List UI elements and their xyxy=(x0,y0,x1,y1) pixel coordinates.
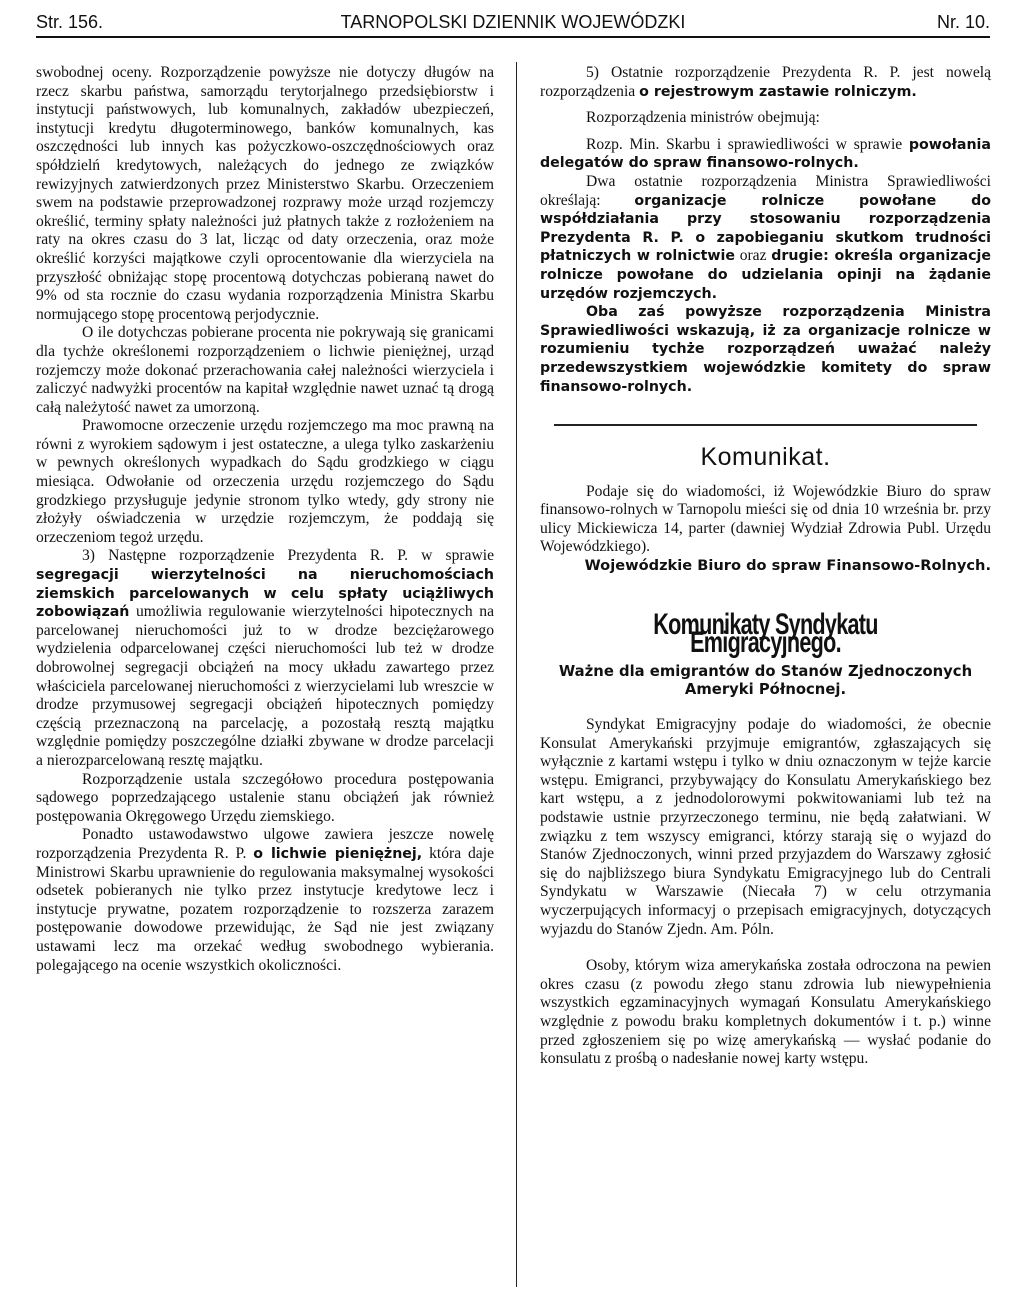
bold-committees: Oba zaś powyższe rozporządzenia Ministra Sprawiedliwości wskazują, iż za organizacje rolnicze w rozumieniu tychże rozporządzeń uważać należy przedewszystkiem wojewódzkie komitety do spraw finansowo-rolnych. xyxy=(540,304,991,395)
left-column xyxy=(36,64,494,975)
bureau-signature: Wojewódzkie Biuro do spraw Finansowo-Rolnych. xyxy=(584,557,991,575)
paragraph-visa-deferral: Osoby, którym wiza amerykańska została odroczona na pewien okres czasu (z powodu złego stanu zdrowia lub niewypełnienia wszystkich egzaminacyjnych wymagań Konsulatu Amerykańskiego względnie z powodu braku kompletnych dokumentów i t. p.) winne przed zgłoszeniem się po wizę amerykańską — wysłać podanie do konsulatu z prośbą o nadesłanie nowej karty wstępu. xyxy=(540,957,991,1068)
paragraph-committees xyxy=(540,303,991,396)
paragraph-agricultural-orgs: Dwa ostatnie rozporządzenia Ministra Sprawiedliwości określają: organizacje rolnicze powołane do współdziałania przy stosowaniu rozporządzenia Prezydenta R. P. o zapobieganiu skutkom trudności płatniczych w rolnictwie oraz drugie: określa organizacje rolnicze powołane do udzielania opinji na żądanie urzędów rozjemczych. xyxy=(540,172,992,302)
komunikat-heading: Komunikat. xyxy=(700,443,831,472)
section-divider xyxy=(554,424,977,426)
bold-usury-title: o lichwie pieniężnej, xyxy=(253,845,423,862)
paragraph-delegates: Rozp. Min. Skarbu i sprawiedliwości w sprawie powołania delegatów do spraw finansowo-rolnych. xyxy=(540,135,991,172)
paragraph-ministers-ordinances: Rozporządzenia ministrów obejmują: xyxy=(586,109,820,127)
bold-debt-segregation-title: segregacji wierzytelności na nieruchomościach ziemskich parcelowanych w celu spłaty uciążliwych zobowiązań xyxy=(36,567,494,621)
bold-delegates-title: powołania delegatów do spraw finansowo-rolnych. xyxy=(540,136,991,172)
page-header xyxy=(36,8,990,38)
emigration-subheading: Ważne dla emigrantów do Stanów Zjednoczonych Ameryki Północnej. xyxy=(558,662,973,699)
bold-pledge-title: o rejestrowym zastawie rolniczym. xyxy=(639,83,917,100)
newspaper-title: TARNOPOLSKI DZIENNIK WOJEWÓDZKI xyxy=(340,12,686,32)
paragraph-debt-segregation: 3) Następne rozporządzenie Prezydenta R. P. w sprawie segregacji wierzytelności na nieruchomościach ziemskich parcelowanych w celu spłaty uciążliwych zobowiązań umożliwia regulowanie wierzytelności hipotecznych na parcelowanej nieruchomości już to w drodze bezciężarowego wydzielenia odparcelowanej części nieruchomości lub też w drodze dobrowolnej segregacji obciążeń na mocy układu zawartego przez właściciela parcelowanej nieruchomości z wierzycielami lub wreszcie w drodze przymusowej segregacji obciążeń hipotecznych pomiędzy częścią przeznaczoną na parcelację, a pozostałą resztą majątku względnie pomiędzy poszczególne działki zbywane w drodze parcelacji a nierozparcelowaną resztę majątku. xyxy=(36,547,494,769)
emigration-heading: Komunikaty Syndykatu Emigracyjnego. xyxy=(653,607,878,660)
paragraph-usury-amendment: Ponadto ustawodawstwo ulgowe zawiera jeszcze nowelę rozporządzenia Prezydenta R. P. o lichwie pieniężnej, która daje Ministrowi Skarbu uprawnienie do regulowania maksymalnej wysokości odsetek pobieranych nie tylko przez instytucje kredytowe lecz i instytucje prywatne, pozatem rozporządzenie to rozszerza zarazem postępowanie dowodowe przewidując, że Sąd nie jest związany ustawami lecz ma orzekać według swobodnego wybierania. polegającego na ocenie wszystkich okoliczności. xyxy=(36,826,494,974)
right-column xyxy=(540,64,991,1069)
paragraph-pledge-amendment: 5) Ostatnie rozporządzenie Prezydenta R. P. jest nowelą rozporządzenia o rejestrowym zastawie rolniczym. xyxy=(540,64,991,100)
paragraph-bureau-address: Podaje się do wiadomości, iż Wojewódzkie Biuro do spraw finansowo-rolnych w Tarnopolu mieści się od dnia 10 września br. przy ulicy Mickiewicza 14, parter (dawniej Wydział Zdrowia Publ. Urzędu Wojewódzkiego). xyxy=(540,482,991,556)
bold-orgs-second: drugie: określa organizacje rolnicze powołane do udzielania opinji na żądanie urzędów rozjemczych. xyxy=(540,248,991,302)
bold-orgs-first: organizacje rolnicze powołane do współdziałania przy stosowaniu rozporządzenia Prezydenta R. P. o zapobieganiu skutkom trudności płatniczych w rolnictwie xyxy=(540,192,992,265)
column-divider xyxy=(516,62,517,1287)
paragraph-interest-recalculation: O ile dotychczas pobierane procenta nie pokrywają się granicami dla tychże określonemi rozporządzeniem o lichwie pieniężnej, urząd rozjemczy może dokonać przerachowania całej należności wierzyciela i zaliczyć nadwyżki procentów na kapitał względnie nawet uznać tą drogą całą należytość nawet za umorzoną. xyxy=(36,324,494,416)
page-number: Str. 156. xyxy=(36,12,104,32)
issue-number: Nr. 10. xyxy=(936,12,990,32)
paragraph-ordinance-scope: swobodnej oceny. Rozporządzenie powyższe nie dotyczy długów na rzecz skarbu państwa, samorządu terytorjalnego przedsiębiorstw i instytucji państwowych, lub komunalnych, zakładów ubezpieczeń, instytucji kredytu długoterminowego, banków komunalnych, kas oszczędności lub innych kas pożyczkowo-oszczędnościowych oraz spółdzielń kredytowych, należących do jednego ze związków rewizyjnych zatwierdzonych przez Ministerstwo Skarbu. Orzeczeniem swem na podstawie przeprowadzonej rozprawy może urząd rozjemczy określić, terminy spłaty należności już płatnych także z rozłożeniem na raty na okres czasu do 3 lat, licząc od daty orzeczenia, oraz może określić korzyści majątkowe czyli oprocentowanie dla wierzyciela na przyszłość obniżając stopę procentową dotychczas pobieraną nawet do 9% od sta rocznie do czasu wydania rozporządzenia Ministra Skarbu normującego stopę procentową perjodycznie. xyxy=(36,64,494,323)
paragraph-consulate-admission: Syndykat Emigracyjny podaje do wiadomości, że obecnie Konsulat Amerykański przyjmuje emigrantów, zgłaszających się wyłącznie z kartami wstępu i tylko w dniu oznaczonym w tejże karcie wstępu. Emigranci, przybywający do Konsulatu Amerykańskiego bez kart wstępu, a z jednodolorowymi pokwitowaniami lub też na podstawie ustnie przyrzeczonego terminu, nie będą załatwiani. W związku z tem wszyscy emigranci, którzy starają się o wyjazd do Stanów Zjednoczonych, winni przed przyjazdem do Warszawy zgłosić się do najbliższego biura Syndykatu Emigracyjnego lub do Centrali Syndykatu w Warszawie (Niecała 7) w celu otrzymania wyczerpujących informacyj o przepisach emigracyjnych, dotyczących wyjazdu do Stanów Zjedn. Am. Póln. xyxy=(540,716,991,938)
paragraph-court-procedure: Rozporządzenie ustala szczegółowo procedura postępowania sądowego poprzedzającego ustalenie stanu obciążeń jak również postępowania Okręgowego Urzędu ziemskiego. xyxy=(36,770,494,825)
paragraph-arbitration-ruling: Prawomocne orzeczenie urzędu rozjemczego ma moc prawną na równi z wyrokiem sądowym i jest ostateczne, a ulega tylko zaskarżeniu w pewnych określonych wypadkach do Sądu grodzkiego w ciągu miesiąca. Odwołanie od orzeczenia urzędu rozjemczego do Sądu grodzkiego przysługuje jedynie stronom tylko wtedy, gdy strony nie złożyły oświadczenia w urzędzie rozjemczym, że poddają się orzeczeniom tegoż urzędu. xyxy=(36,417,494,546)
